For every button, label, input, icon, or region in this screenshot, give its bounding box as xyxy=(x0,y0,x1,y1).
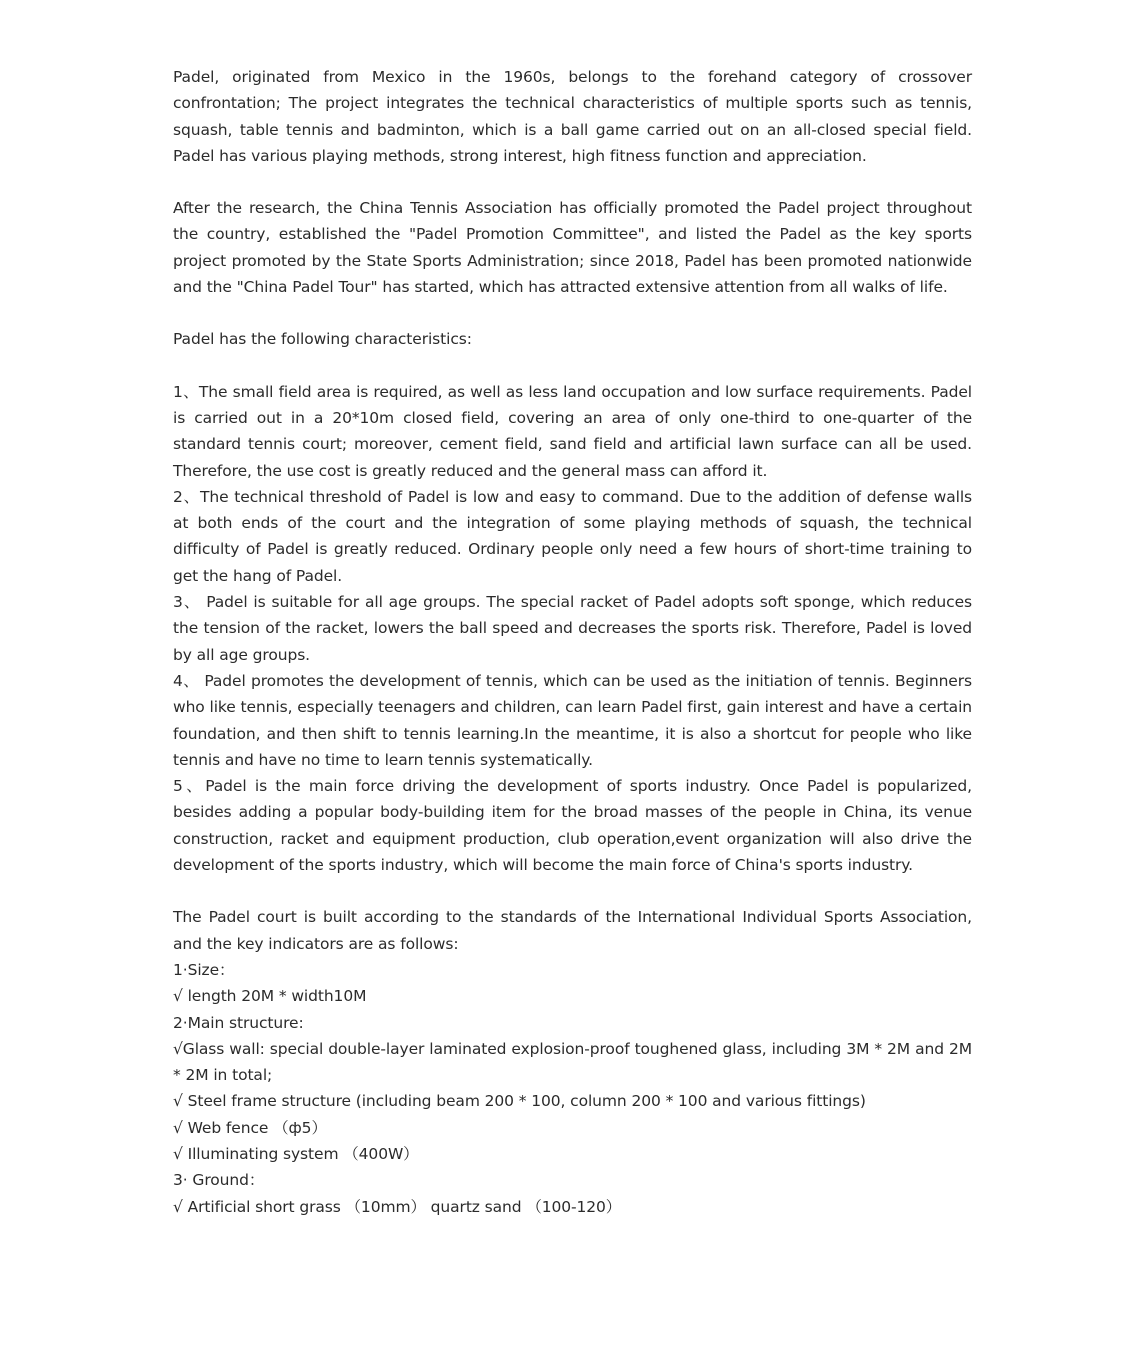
promotion-paragraph: After the research, the China Tennis Association has officially promoted the Padel project throughout the country, established the "Padel Promotion Committee", and listed the Padel as the key sports project promoted by the State Sports Administration; since 2018, Padel has been promoted nationwide and the "China Padel Tour" has started, which has attracted extensive attention from all walks of life. xyxy=(173,199,972,297)
spec-glass-wall: √Glass wall: special double-layer laminated explosion-proof toughened glass, including 3M * 2M and 2M * 2M in total; xyxy=(173,1039,972,1085)
spec-ground-value: √ Artificial short grass （10mm） quartz sand （100-120） xyxy=(173,1197,622,1216)
standards-intro: The Padel court is built according to the standards of the International Individual Sports Association, and the key indicators are as follows: xyxy=(173,908,972,953)
characteristic-item-2: 2、The technical threshold of Padel is low and easy to command. Due to the addition of defense walls at both ends of the court and the integration of some playing methods of squash, the technical difficulty of Padel is greatly reduced. Ordinary people only need a few hours of short-time training to get the hang of Padel. xyxy=(173,487,972,585)
characteristic-item-3: 3、 Padel is suitable for all age groups. The special racket of Padel adopts soft sponge, which reduces the tension of the racket, lowers the ball speed and decreases the sports risk. Therefore, Padel is loved by all age groups. xyxy=(173,593,972,664)
characteristic-item-5: 5、Padel is the main force driving the development of sports industry. Once Padel is popularized, besides adding a popular body-building item for the broad masses of the people in China, its venue construction, racket and equipment production, club operation,event organization will also drive the development of the sports industry, which will become the main force of China's sports industry. xyxy=(173,777,972,875)
characteristics-list xyxy=(173,379,972,879)
specs-list xyxy=(173,957,972,1220)
document-body xyxy=(173,64,972,1220)
characteristics-heading: Padel has the following characteristics: xyxy=(173,330,472,349)
spec-ground-heading: 3· Ground： xyxy=(173,1171,265,1190)
spec-illuminating-system: √ Illuminating system （400W） xyxy=(173,1144,419,1163)
spec-size-heading: 1·Size： xyxy=(173,960,235,979)
intro-paragraph: Padel, originated from Mexico in the 1960s, belongs to the forehand category of crossover confrontation; The project integrates the technical characteristics of multiple sports such as tennis, squash, table tennis and badminton, which is a ball game carried out on an all-closed special field. Padel has various playing methods, strong interest, high fitness function and appreciation. xyxy=(173,68,972,165)
spec-size-value: √ length 20M * width10M xyxy=(173,987,367,1006)
spec-web-fence: √ Web fence （ф5） xyxy=(173,1118,327,1137)
characteristic-item-1: 1、The small field area is required, as well as less land occupation and low surface requirements. Padel is carried out in a 20*10m closed field, covering an area of only one-third to one-quarter of the standard tennis court; moreover, cement field, sand field and artificial lawn surface can all be used. Therefore, the use cost is greatly reduced and the general mass can afford it. xyxy=(173,382,972,480)
characteristic-item-4: 4、 Padel promotes the development of tennis, which can be used as the initiation of tennis. Beginners who like tennis, especially teenagers and children, can learn Padel first, gain interest and have a certain foundation, and then shift to tennis learning.In the meantime, it is also a shortcut for people who like tennis and have no time to learn tennis systematically. xyxy=(173,671,972,769)
spec-steel-frame: √ Steel frame structure (including beam 200 * 100, column 200 * 100 and various fittings) xyxy=(173,1092,866,1111)
spec-structure-heading: 2·Main structure: xyxy=(173,1013,304,1032)
